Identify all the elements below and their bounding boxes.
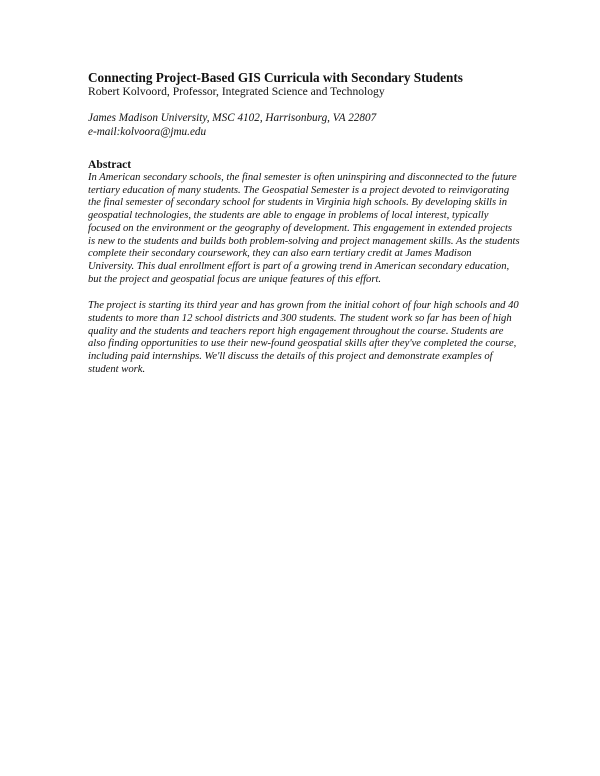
abstract-paragraph-2: The project is starting its third year and has grown from the initial cohort of four high schools and 40 students to more than 12 school districts and 300 students. The student work so far has been of high quality and the students and teachers report high engagement throughout the course. Students are also finding opportunities to use their new-found geospatial skills after they've completed the course, including paid internships. We'll discuss the details of this project and demonstrate examples of student work. bbox=[88, 300, 519, 375]
document-page bbox=[88, 70, 520, 377]
abstract-heading: Abstract bbox=[88, 158, 132, 171]
affiliation-address: James Madison University, MSC 4102, Harrisonburg, VA 22807 bbox=[88, 112, 377, 124]
affiliation-block bbox=[88, 111, 520, 139]
affiliation-email: e-mail:kolvoora@jmu.edu bbox=[88, 126, 207, 138]
author-line: Robert Kolvoord, Professor, Integrated Science and Technology bbox=[88, 85, 385, 98]
abstract-paragraph-1: In American secondary schools, the final semester is often uninspiring and disconnected to the future tertiary education of many students. The Geospatial Semester is a project devoted to reinvigorating the final semester of secondary school for students in Virginia high schools. By developing skills in geospatial technologies, the students are able to engage in problems of local interest, typically focused on the environment or the geography of development. This engagement in extended projects is new to the students and builds both problem-solving and project management skills. As the students complete their secondary coursework, they can also earn tertiary credit at James Madison University. This dual enrollment effort is part of a growing trend in American secondary education, but the project and geospatial focus are unique features of this effort. bbox=[88, 172, 520, 285]
document-title: Connecting Project-Based GIS Curricula with Secondary Students bbox=[88, 70, 463, 85]
abstract-body bbox=[88, 172, 520, 377]
